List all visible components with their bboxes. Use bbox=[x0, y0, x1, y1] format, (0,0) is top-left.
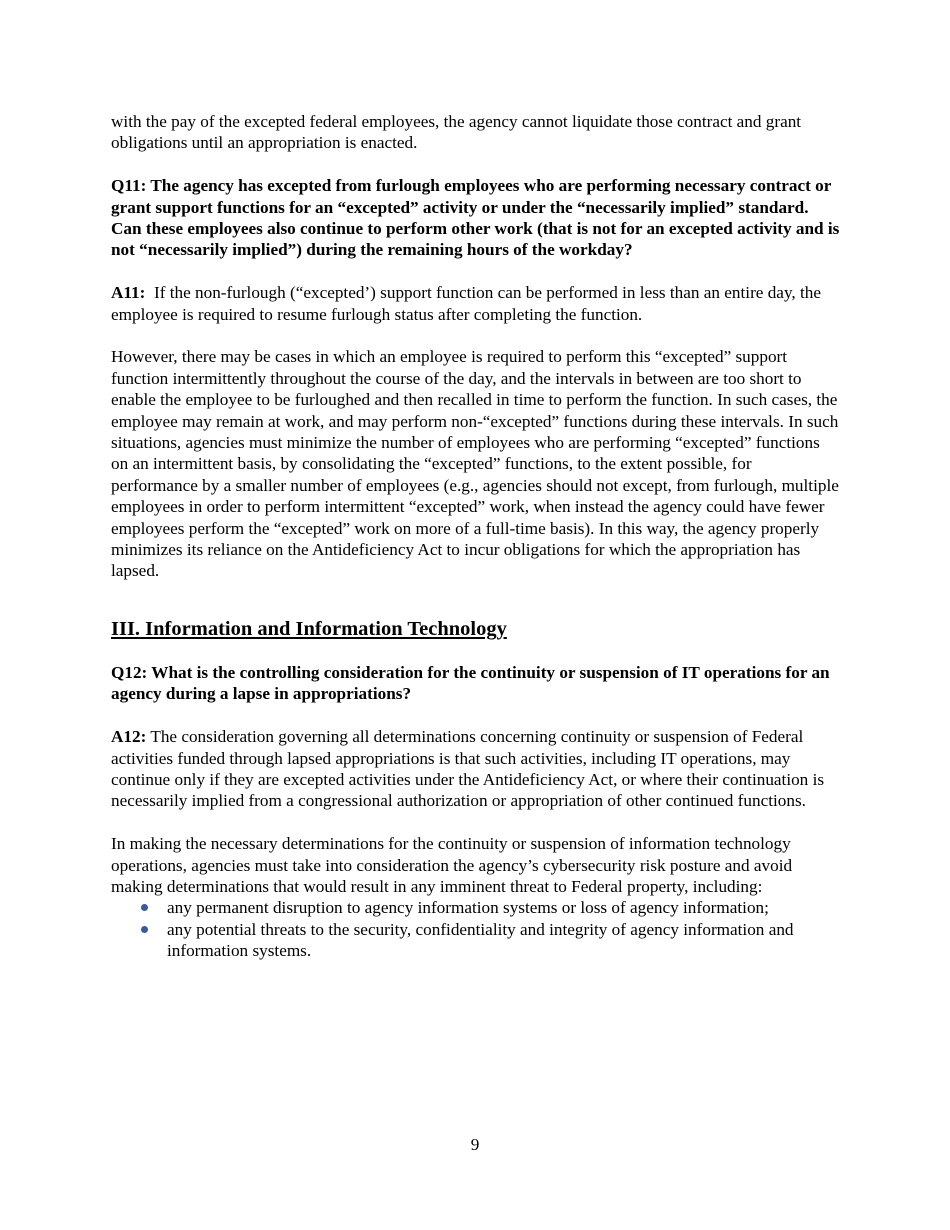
answer-a11-label: A11: bbox=[111, 283, 146, 303]
bullet-text: any potential threats to the security, confidentiality and integrity of agency information and information systems. bbox=[167, 919, 794, 961]
list-item bbox=[111, 919, 841, 962]
answer-a11-text: If the non-furlough (“excepted’) support function can be performed in less than an entire day, the employee is required to resume furlough status after completing the function. bbox=[111, 283, 826, 324]
bullet-icon bbox=[141, 926, 148, 933]
answer-a12 bbox=[111, 726, 841, 812]
page-number: 9 bbox=[470, 1135, 480, 1154]
bullet-list bbox=[111, 897, 841, 961]
bullet-text: any permanent disruption to agency information systems or loss of agency information; bbox=[167, 898, 769, 918]
answer-a12-label: A12: bbox=[111, 727, 147, 747]
question-q11: Q11: The agency has excepted from furlough employees who are performing necessary contract or grant support functions for an “excepted” activity or under the “necessarily implied” standard. Can these employees also continue to perform other work (that is not for an excepted activity and is not “necessarily implied”) during the remaining hours of the workday? bbox=[111, 176, 840, 260]
list-item bbox=[111, 897, 841, 918]
bullet-icon bbox=[141, 904, 148, 911]
answer-a11-paragraph-2: However, there may be cases in which an employee is required to perform this “excepted” support function intermittently throughout the course of the day, and the intervals in between are too short to enable the employee to be furloughed and then recalled in time to perform the function. In such cases, the employee may remain at work, and may perform non-“excepted” functions during these intervals. In such situations, agencies must minimize the number of employees who are performing “excepted” functions on an intermittent basis, by consolidating the “excepted” functions, to the extent possible, for performance by a smaller number of employees (e.g., agencies should not except, from furlough, multiple employees in order to perform intermittent “excepted” work, when instead the agency could have fewer employees perform the “excepted” work on more of a full-time basis). In this way, the agency properly minimizes its reliance on the Antideficiency Act to incur obligations for which the appropriation has lapsed. bbox=[111, 347, 839, 581]
answer-a12-text: The consideration governing all determinations concerning continuity or suspension of Federal activities funded through lapsed appropriations is that such activities, including IT operations, may continue only if they are excepted activities under the Antideficiency Act, or where their continuation is necessarily implied from a congressional authorization or appropriation of other continued functions. bbox=[111, 727, 829, 811]
answer-a12-paragraph-2: In making the necessary determinations for the continuity or suspension of information technology operations, agencies must take into consideration the agency’s cybersecurity risk posture and avoid making determinations that would result in any imminent threat to Federal property, including: bbox=[111, 834, 793, 896]
continuation-paragraph: with the pay of the excepted federal employees, the agency cannot liquidate those contract and grant obligations until an appropriation is enacted. bbox=[111, 112, 802, 153]
document-page bbox=[111, 111, 841, 962]
answer-a11 bbox=[111, 282, 841, 325]
section-heading: III. Information and Information Technology bbox=[111, 617, 507, 640]
question-q12: Q12: What is the controlling consideration for the continuity or suspension of IT operations for an agency during a lapse in appropriations? bbox=[111, 662, 830, 704]
